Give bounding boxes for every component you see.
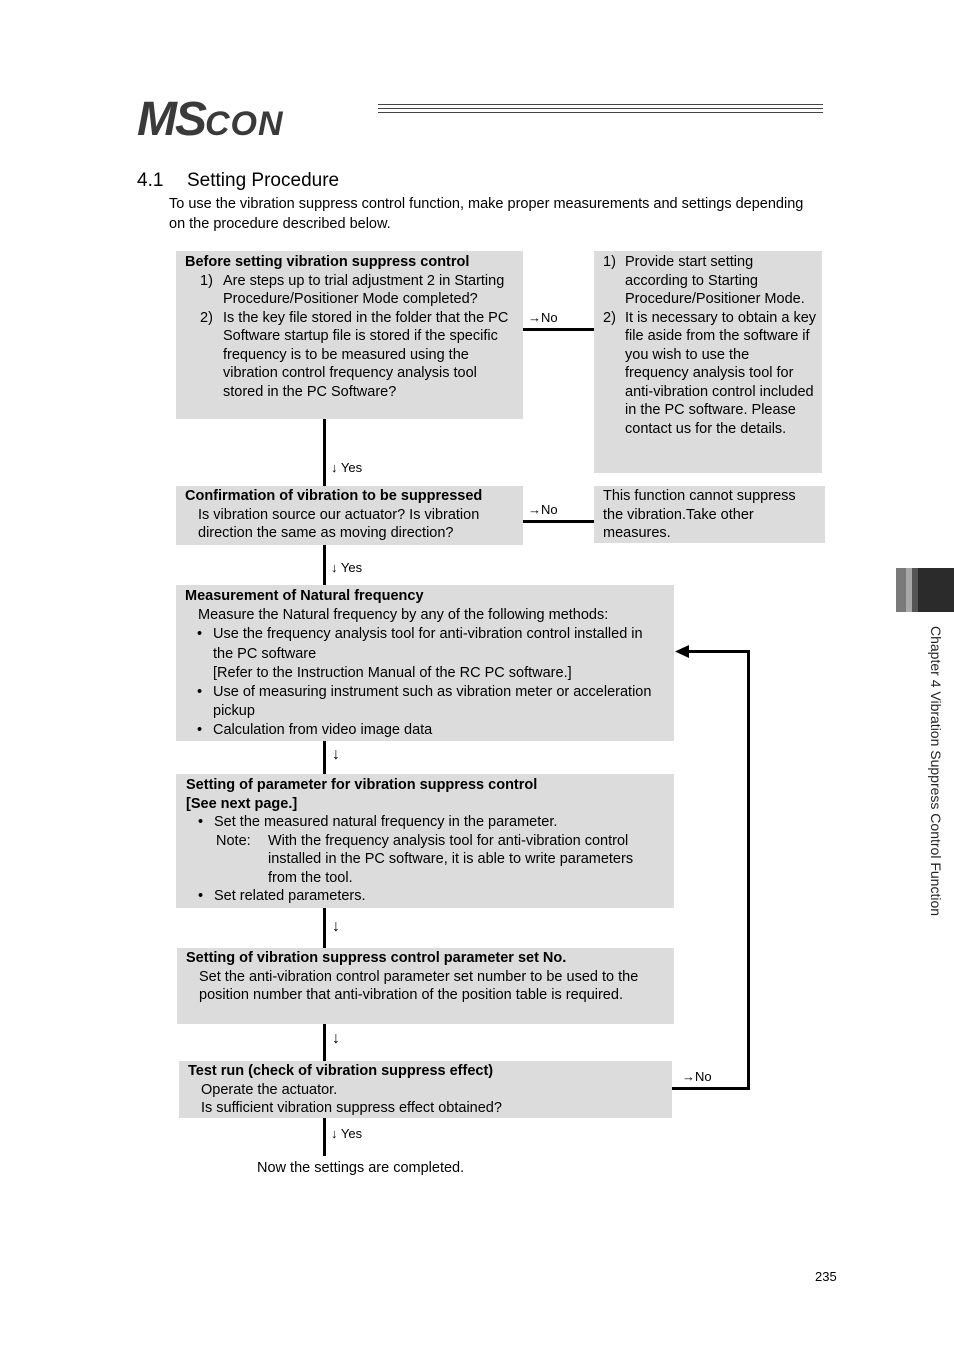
step-body: Measure the Natural frequency by any of the following methods: <box>198 607 609 624</box>
left-arrow-icon <box>675 645 689 658</box>
chapter-side-label: Chapter 4 Vibration Suppress Control Function <box>928 626 944 917</box>
step-body: Set the anti-vibration control parameter set number to be used to the position number that anti-vibration of the position table is required. <box>199 968 639 1003</box>
step-title: Test run (check of vibration suppress effect) <box>188 1063 494 1079</box>
note-text: With the frequency analysis tool for anti-vibration control installed in the PC software, it is able to write parameters from the tool. <box>268 832 634 886</box>
list-item: 1) Are steps up to trial adjustment 2 in Starting Procedure/Positioner Mode completed? <box>200 272 505 307</box>
no-box-text: This function cannot suppress the vibration.Take other measures. <box>603 488 796 541</box>
no-label: →No <box>528 310 558 325</box>
list-item: • Use the frequency analysis tool for anti-vibration control installed in the PC software [Refer to the Instruction Manual of the RC PC software.] <box>185 625 666 683</box>
no-label: →No <box>682 1069 712 1084</box>
list-item: • Calculation from video image data <box>185 721 666 740</box>
step-title: Confirmation of vibration to be suppressed <box>185 488 483 504</box>
step-test-run <box>179 1061 672 1118</box>
step1-no-box <box>594 251 822 473</box>
logo-sub: CON <box>205 105 284 143</box>
down-arrow-icon: ↓ <box>332 1030 340 1047</box>
step-title: Setting of parameter for vibration suppress control <box>186 777 538 793</box>
yes-label: ↓ Yes <box>331 460 363 475</box>
note-label: Note: <box>216 832 251 849</box>
down-arrow-icon: ↓ <box>332 746 340 763</box>
section-number: 4.1 <box>137 170 164 191</box>
loop-connector <box>672 1087 750 1090</box>
connector <box>323 908 326 948</box>
header-rule <box>378 112 823 113</box>
connector-no <box>523 520 594 523</box>
step-line: Is sufficient vibration suppress effect obtained? <box>201 1100 502 1116</box>
header-rule <box>378 104 823 105</box>
list-item: 2) Is the key file stored in the folder that the PC Software startup file is stored if the specific frequency is to be measured using the vibration control frequency analysis tool stored in the PC Software? <box>200 309 509 400</box>
loop-connector <box>747 650 750 1090</box>
completion-text: Now the settings are completed. <box>257 1160 465 1176</box>
connector <box>323 1024 326 1061</box>
step-line: Operate the actuator. <box>201 1081 338 1098</box>
note <box>186 832 666 888</box>
step-measurement <box>176 585 674 741</box>
step-title: Setting of vibration suppress control parameter set No. <box>186 950 567 966</box>
connector-yes <box>323 545 326 585</box>
down-arrow-icon: ↓ <box>332 918 340 935</box>
page-number: 235 <box>815 1269 837 1284</box>
step-body: Is vibration source our actuator? Is vibration direction the same as moving direction? <box>198 506 480 541</box>
connector-yes <box>323 419 326 486</box>
step-parameter-set-no <box>177 948 674 1024</box>
list-item: • Use of measuring instrument such as vibration meter or acceleration pickup <box>185 683 666 721</box>
step-title: Measurement of Natural frequency <box>185 588 424 604</box>
step-title: Before setting vibration suppress control <box>185 254 470 270</box>
connector-yes <box>323 1118 326 1156</box>
yes-label: ↓ Yes <box>331 1126 363 1141</box>
step-before-setting <box>176 251 523 419</box>
header-rule <box>378 108 823 109</box>
mscon-logo <box>137 92 284 147</box>
yes-label: ↓ Yes <box>331 560 363 575</box>
step-title-ref: [See next page.] <box>186 795 298 812</box>
list-item: • Set related parameters. <box>186 887 666 906</box>
no-label: →No <box>528 502 558 517</box>
step2-no-box <box>594 486 825 543</box>
list-item: • Set the measured natural frequency in the parameter. <box>186 813 666 832</box>
list-item: 1) Provide start setting according to Starting Procedure/Positioner Mode. <box>603 254 805 307</box>
logo-main: MS <box>137 93 205 146</box>
loop-connector <box>686 650 750 653</box>
step-parameter-setting <box>176 774 674 908</box>
section-title-text: Setting Procedure <box>187 170 340 191</box>
list-item: 2) It is necessary to obtain a key file aside from the software if you wish to use the frequency analysis tool for anti-vibration control included in the PC software. Please contact us for the details. <box>603 309 817 437</box>
chapter-tab-stripe <box>896 568 906 612</box>
chapter-tab <box>918 568 954 612</box>
connector <box>323 741 326 774</box>
section-intro: To use the vibration suppress control function, make proper measurements and settings depending on the procedure described below. <box>169 196 804 232</box>
step-confirmation <box>176 486 523 545</box>
connector-no <box>523 328 594 331</box>
section-title <box>137 170 339 192</box>
